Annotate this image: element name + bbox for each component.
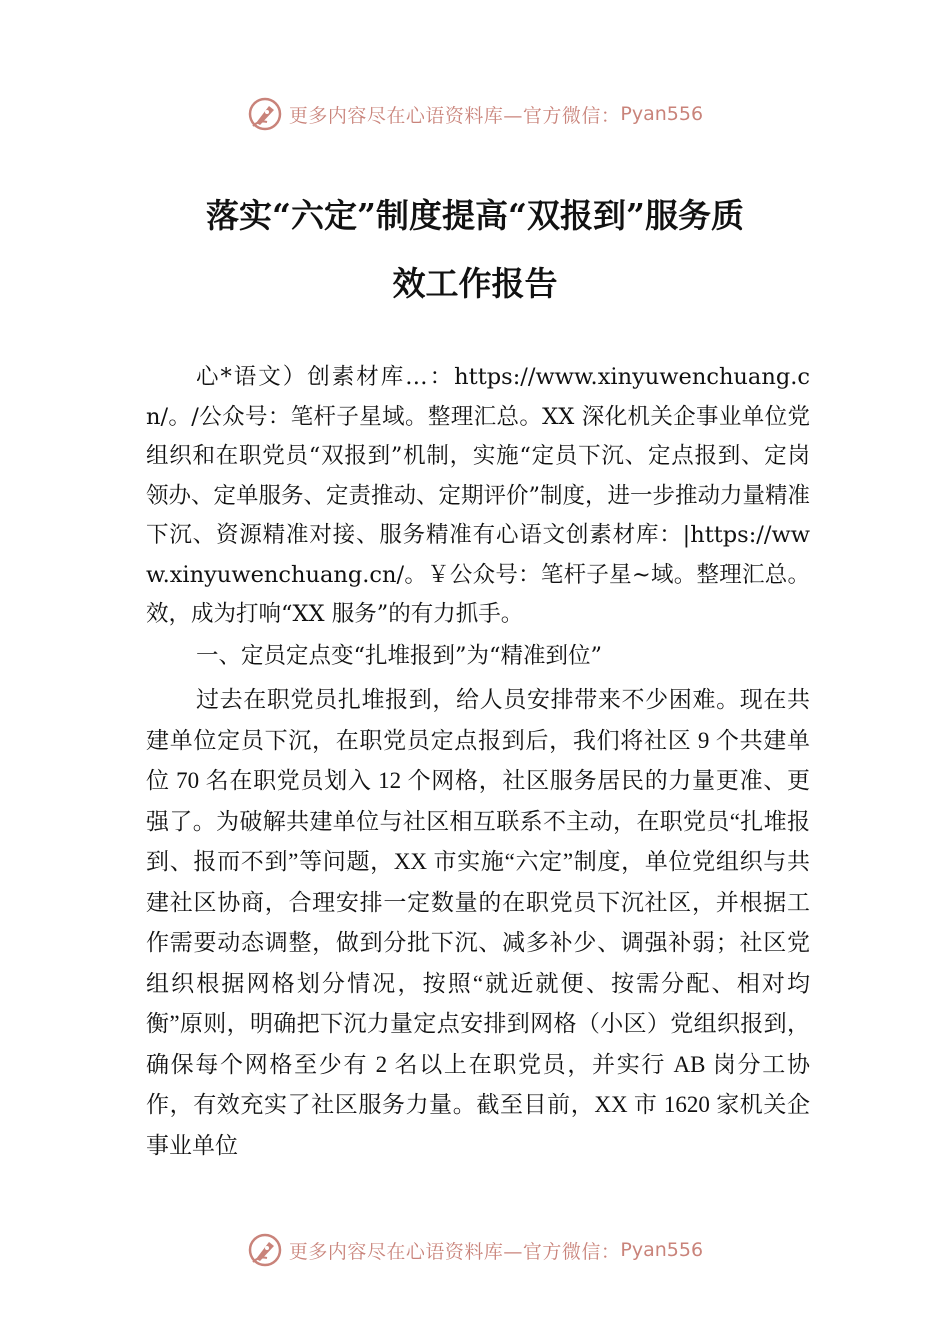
pen-nib-logo-icon xyxy=(247,96,283,132)
document-title xyxy=(80,182,870,318)
watermark-wechat-id: Pyan556 xyxy=(620,103,704,125)
section-heading-1: 一、定员定点变“扎堆报到”为“精准到位” xyxy=(196,642,603,669)
header-watermark xyxy=(0,96,950,132)
watermark-text: 更多内容尽在心语资料库—官方微信： xyxy=(288,104,621,127)
watermark-text: 更多内容尽在心语资料库—官方微信： xyxy=(288,1240,621,1263)
title-line-1: 落实“六定”制度提高“双报到”服务质 xyxy=(206,196,744,235)
pen-nib-logo-icon xyxy=(247,1232,283,1268)
document-body xyxy=(146,358,810,1166)
footer-watermark xyxy=(0,1232,950,1268)
body-paragraph-1: 过去在职党员扎堆报到，给人员安排带来不少困难。现在共建单位定员下沉，在职党员定点报到后，我们将社区 9 个共建单位 70 名在职党员划入 12 个网格，社区服务居民的力量更准、更强了。为破解共建单位与社区相互联系不主动，在职党员“扎堆报到、报而不到”等问题，XX 市实施“六定”制度，单位党组织与共建社区协商，合理安排一定数量的在职党员下沉社区，并根据工作需要动态调整，做到分批下沉、减多补少、调强补弱；社区党组织根据网格划分情况，按照“就近就便、按需分配、相对均衡”原则，明确把下沉力量定点安排到网格（小区）党组织报到，确保每个网格至少有 2 名以上在职党员，并实行 AB 岗分工协作，有效充实了社区服务力量。截至目前，XX 市 1620 家机关企事业单位 xyxy=(146,687,810,1158)
watermark-wechat-id: Pyan556 xyxy=(620,1239,704,1261)
intro-paragraph: 心*语文）创素材库…：https://www.xinyuwenchuang.cn/。/公众号：笔杆子星域。整理汇总。XX 深化机关企事业单位党组织和在职党员“双报到”机制，实施“定员下沉、定点报到、定岗领办、定单服务、定责推动、定期评价”制度，进一步推动力量精准下沉、资源精准对接、服务精准有心语文创素材库：|https://www.xinyuwenchuang.cn/。￥公众号：笔杆子星~域。整理汇总。效，成为打响“XX 服务”的有力抓手。 xyxy=(146,364,811,627)
title-line-2: 效工作报告 xyxy=(392,264,558,303)
